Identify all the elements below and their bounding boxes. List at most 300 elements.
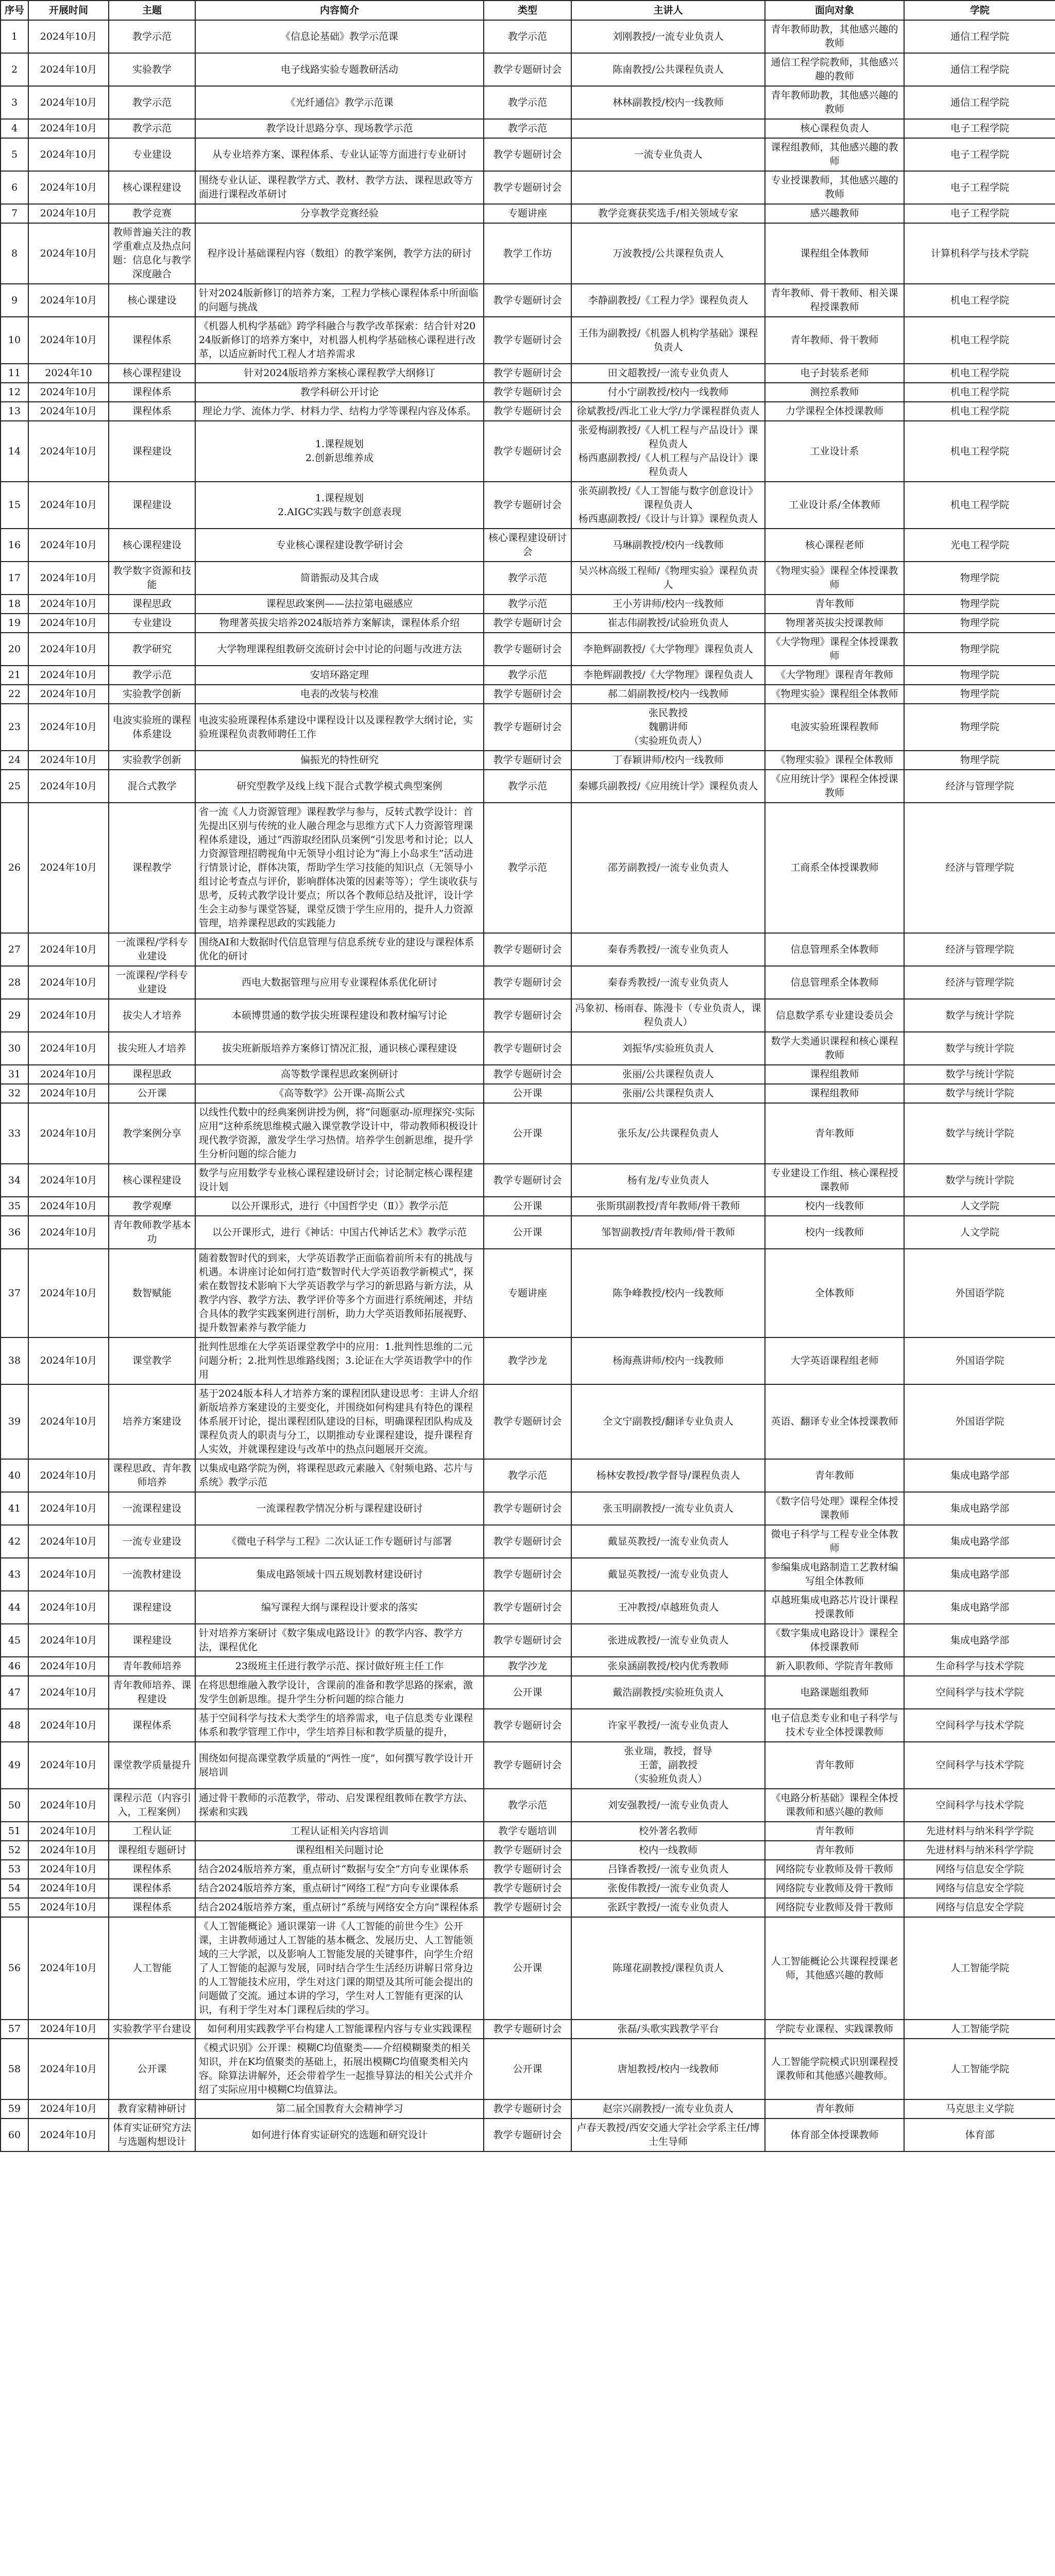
cell-topic: 工程认证 bbox=[109, 1822, 195, 1841]
cell-college: 经济与管理学院 bbox=[904, 770, 1055, 803]
cell-speaker: 张爱梅副教授/《人机工程与产品设计》课程负责人 杨西惠副教授/《人机工程与产品设计》课程负责人 bbox=[571, 421, 765, 482]
cell-college: 光电工程学院 bbox=[904, 529, 1055, 562]
cell-index: 23 bbox=[1, 704, 28, 751]
cell-date: 2024年10月 bbox=[28, 529, 109, 562]
table-row bbox=[1, 1032, 1055, 1065]
cell-speaker: 张业瑞，教授，督导 王蕾，副教授 （实验班负责人） bbox=[571, 1742, 765, 1789]
cell-college: 机电工程学院 bbox=[904, 284, 1055, 317]
cell-date: 2024年10月 bbox=[28, 1103, 109, 1164]
cell-speaker: 李艳辉副教授/《大学物理》课程负责人 bbox=[571, 666, 765, 685]
table-row bbox=[1, 138, 1055, 171]
cell-speaker: 杨有龙/专业负责人 bbox=[571, 1164, 765, 1197]
cell-topic: 教学数字资源和技能 bbox=[109, 562, 195, 595]
cell-content: 结合2024版培养方案，重点研讨“网络工程”方向专业课体系 bbox=[195, 1879, 484, 1898]
cell-college: 外国语学院 bbox=[904, 1249, 1055, 1337]
cell-college: 外国语学院 bbox=[904, 1384, 1055, 1459]
cell-speaker: 教学竞赛获奖选手/相关领域专家 bbox=[571, 204, 765, 223]
cell-content: 大学物理课程组教研交流研讨会中讨论的问题与改进方法 bbox=[195, 633, 484, 666]
cell-college: 机电工程学院 bbox=[904, 364, 1055, 383]
table-row bbox=[1, 1103, 1055, 1164]
cell-index: 54 bbox=[1, 1879, 28, 1898]
cell-type: 公开课 bbox=[484, 1917, 571, 2020]
cell-date: 2024年10月 bbox=[28, 1657, 109, 1676]
cell-date: 2024年10月 bbox=[28, 999, 109, 1032]
cell-audience: 英语、翻译专业全体授课教师 bbox=[765, 1384, 904, 1459]
cell-topic: 一流课程建设 bbox=[109, 1492, 195, 1525]
cell-type: 教学专题研讨会 bbox=[484, 1164, 571, 1197]
cell-topic: 课程思政 bbox=[109, 1065, 195, 1084]
cell-index: 30 bbox=[1, 1032, 28, 1065]
cell-college: 物理学院 bbox=[904, 595, 1055, 614]
table-row bbox=[1, 614, 1055, 633]
table-header-row bbox=[1, 1, 1055, 20]
cell-topic: 拔尖班人才培养 bbox=[109, 1032, 195, 1065]
cell-audience: 工商系全体授课教师 bbox=[765, 803, 904, 933]
cell-college: 数学与统计学院 bbox=[904, 1032, 1055, 1065]
cell-audience: 物理著英拔尖授课教师 bbox=[765, 614, 904, 633]
table-row bbox=[1, 1709, 1055, 1742]
cell-type: 公开课 bbox=[484, 1676, 571, 1709]
cell-index: 53 bbox=[1, 1860, 28, 1879]
cell-topic: 课程建设 bbox=[109, 1624, 195, 1657]
cell-audience: 网络院专业教师及骨干教师 bbox=[765, 1898, 904, 1917]
cell-speaker: 陈南教授/公共课程负责人 bbox=[571, 53, 765, 86]
cell-type: 教学专题研讨会 bbox=[484, 1384, 571, 1459]
cell-topic: 核心课程建设 bbox=[109, 364, 195, 383]
cell-topic: 一流课程/学科专业建设 bbox=[109, 966, 195, 999]
cell-speaker: 吕锋香教授/一流专业负责人 bbox=[571, 1860, 765, 1879]
cell-audience: 工业设计系 bbox=[765, 421, 904, 482]
table-row bbox=[1, 685, 1055, 704]
cell-type: 教学专题研讨会 bbox=[484, 53, 571, 86]
cell-college: 体育部 bbox=[904, 2119, 1055, 2151]
cell-date: 2024年10月 bbox=[28, 317, 109, 364]
table-row bbox=[1, 1558, 1055, 1591]
table-row bbox=[1, 1065, 1055, 1084]
header-speaker: 主讲人 bbox=[571, 1, 765, 20]
cell-date: 2024年10月 bbox=[28, 421, 109, 482]
cell-speaker: 张英副教授/《人工智能与数字创意设计》课程负责人 杨西惠副教授/《设计与计算》课程负责人 bbox=[571, 482, 765, 529]
table-row bbox=[1, 1525, 1055, 1558]
table-row bbox=[1, 704, 1055, 751]
cell-content: 围绕专业认证、课程教学方式、教材、教学方法、课程思政等方面进行课程改革研讨 bbox=[195, 171, 484, 204]
cell-content: 《模式识别》公开课：模糊C均值聚类——介绍模糊聚类的相关知识，并在K均值聚类的基础上，拓展出模糊C均值聚类相关内容。除算法讲解外，还会带着学生一起推导算法的相关公式并介绍了实际应用中模糊C均值算法。 bbox=[195, 2039, 484, 2099]
cell-speaker: 陈争峰教授/校内一线教师 bbox=[571, 1249, 765, 1337]
table-row bbox=[1, 1676, 1055, 1709]
cell-content: 以集成电路学院为例，将课程思政元素融入《射频电路、芯片与系统》教学示范 bbox=[195, 1459, 484, 1492]
cell-content: 《信息论基础》教学示范课 bbox=[195, 20, 484, 53]
cell-type: 公开课 bbox=[484, 1197, 571, 1216]
table-row bbox=[1, 119, 1055, 138]
cell-speaker: 张乐友/公共课程负责人 bbox=[571, 1103, 765, 1164]
cell-college: 物理学院 bbox=[904, 704, 1055, 751]
cell-content: 课程组相关问题讨论 bbox=[195, 1841, 484, 1860]
cell-topic: 课程组专题研讨 bbox=[109, 1841, 195, 1860]
cell-index: 4 bbox=[1, 119, 28, 138]
cell-college: 人工智能学院 bbox=[904, 1917, 1055, 2020]
cell-audience: 网络院专业教师及骨干教师 bbox=[765, 1879, 904, 1898]
cell-type: 公开课 bbox=[484, 1084, 571, 1103]
cell-index: 32 bbox=[1, 1084, 28, 1103]
cell-date: 2024年10月 bbox=[28, 1624, 109, 1657]
cell-date: 2024年10 bbox=[28, 364, 109, 383]
cell-topic: 教学研究 bbox=[109, 633, 195, 666]
table-row bbox=[1, 1822, 1055, 1841]
cell-speaker: 丁春颖讲师/校内一线教师 bbox=[571, 751, 765, 770]
table-row bbox=[1, 933, 1055, 966]
cell-speaker: 戴浩副教授/实验班负责人 bbox=[571, 1676, 765, 1709]
cell-topic: 教学示范 bbox=[109, 119, 195, 138]
cell-date: 2024年10月 bbox=[28, 562, 109, 595]
cell-topic: 教学示范 bbox=[109, 666, 195, 685]
table-row bbox=[1, 53, 1055, 86]
cell-type: 教学专题研讨会 bbox=[484, 171, 571, 204]
cell-college: 电子工程学院 bbox=[904, 138, 1055, 171]
cell-type: 教学示范 bbox=[484, 770, 571, 803]
table-row bbox=[1, 529, 1055, 562]
table-row bbox=[1, 633, 1055, 666]
cell-audience: 卓越班集成电路芯片设计课程授课教师 bbox=[765, 1591, 904, 1624]
cell-topic: 混合式教学 bbox=[109, 770, 195, 803]
cell-topic: 核心课程建设 bbox=[109, 171, 195, 204]
cell-date: 2024年10月 bbox=[28, 685, 109, 704]
cell-audience: 电子信息类专业和电子科学与技术专业全体授课教师 bbox=[765, 1709, 904, 1742]
cell-date: 2024年10月 bbox=[28, 119, 109, 138]
cell-speaker: 张泉涵副教授/校内优秀教师 bbox=[571, 1657, 765, 1676]
cell-topic: 教学竞赛 bbox=[109, 204, 195, 223]
cell-content: 物理著英拔尖培养2024版培养方案解读，课程体系介绍 bbox=[195, 614, 484, 633]
cell-type: 教学专题研讨会 bbox=[484, 1558, 571, 1591]
cell-college: 空间科学与技术学院 bbox=[904, 1789, 1055, 1822]
cell-index: 24 bbox=[1, 751, 28, 770]
cell-topic: 教学示范 bbox=[109, 86, 195, 119]
cell-speaker: 赵宗兴副教授/一流专业负责人 bbox=[571, 2099, 765, 2119]
cell-topic: 教育家精神研讨 bbox=[109, 2099, 195, 2119]
cell-content: 1.课程规划 2.AIGC实践与数字创意表现 bbox=[195, 482, 484, 529]
cell-college: 电子工程学院 bbox=[904, 204, 1055, 223]
cell-topic: 课程体系 bbox=[109, 383, 195, 402]
cell-topic: 核心课建设 bbox=[109, 284, 195, 317]
cell-speaker: 刘刚教授/一流专业负责人 bbox=[571, 20, 765, 53]
table-row bbox=[1, 1742, 1055, 1789]
cell-content: 西电大数据管理与应用专业课程体系优化研讨 bbox=[195, 966, 484, 999]
cell-type: 教学专题研讨会 bbox=[484, 1879, 571, 1898]
cell-index: 8 bbox=[1, 223, 28, 284]
cell-college: 人工智能学院 bbox=[904, 2020, 1055, 2039]
table-row bbox=[1, 1164, 1055, 1197]
cell-audience: 《应用统计学》课程全体授课教师 bbox=[765, 770, 904, 803]
cell-speaker: 戴显英教授/一流专业负责人 bbox=[571, 1525, 765, 1558]
cell-audience: 全体教师 bbox=[765, 1249, 904, 1337]
cell-college: 电子工程学院 bbox=[904, 171, 1055, 204]
cell-topic: 课程教学 bbox=[109, 803, 195, 933]
cell-date: 2024年10月 bbox=[28, 1917, 109, 2020]
cell-content: 本硕博贯通的数学拔尖班课程建设和教材编写讨论 bbox=[195, 999, 484, 1032]
cell-topic: 教学案例分享 bbox=[109, 1103, 195, 1164]
cell-date: 2024年10月 bbox=[28, 2119, 109, 2151]
cell-topic: 实验教学平台建设 bbox=[109, 2020, 195, 2039]
cell-type: 教学专题研讨会 bbox=[484, 704, 571, 751]
cell-content: 结合2024版培养方案，重点研讨“系统与网络安全方向”课程体系 bbox=[195, 1898, 484, 1917]
cell-index: 2 bbox=[1, 53, 28, 86]
cell-college: 人文学院 bbox=[904, 1197, 1055, 1216]
cell-date: 2024年10月 bbox=[28, 1525, 109, 1558]
cell-date: 2024年10月 bbox=[28, 704, 109, 751]
cell-content: 《光纤通信》教学示范课 bbox=[195, 86, 484, 119]
cell-date: 2024年10月 bbox=[28, 171, 109, 204]
table-row bbox=[1, 171, 1055, 204]
cell-topic: 教学观摩 bbox=[109, 1197, 195, 1216]
cell-content: 基于空间科学与技术大类学生的培养需求，电子信息类专业课程体系和教学管理工作中，学生培养目标和教学质量的提升， bbox=[195, 1709, 484, 1742]
cell-type: 教学专题研讨会 bbox=[484, 2099, 571, 2119]
cell-index: 44 bbox=[1, 1591, 28, 1624]
cell-audience: 青年教师 bbox=[765, 2099, 904, 2119]
table-row bbox=[1, 364, 1055, 383]
cell-college: 机电工程学院 bbox=[904, 421, 1055, 482]
table-row bbox=[1, 421, 1055, 482]
cell-speaker: 王小芳讲师/校内一线教师 bbox=[571, 595, 765, 614]
cell-type: 教学专题研讨会 bbox=[484, 1032, 571, 1065]
cell-type: 教学专题研讨会 bbox=[484, 1492, 571, 1525]
table-row bbox=[1, 86, 1055, 119]
cell-audience: 青年教师 bbox=[765, 595, 904, 614]
table-row bbox=[1, 1492, 1055, 1525]
cell-content: 工程认证相关内容培训 bbox=[195, 1822, 484, 1841]
cell-college: 人文学院 bbox=[904, 1216, 1055, 1249]
cell-audience: 感兴趣教师 bbox=[765, 204, 904, 223]
cell-audience: 《物理实验》课程全体教师 bbox=[765, 751, 904, 770]
table-row bbox=[1, 562, 1055, 595]
cell-speaker: 张丽/公共课程负责人 bbox=[571, 1065, 765, 1084]
cell-audience: 青年教师 bbox=[765, 1742, 904, 1789]
cell-type: 公开课 bbox=[484, 2039, 571, 2099]
cell-date: 2024年10月 bbox=[28, 666, 109, 685]
cell-college: 数学与统计学院 bbox=[904, 1164, 1055, 1197]
cell-content: 随着数智时代的到来，大学英语教学正面临着前所未有的挑战与机遇。本讲座讨论如何打造“数智时代大学英语教学新模式”，探索在数智技术影响下大学英语教学与学习的新思路与新方法，从教学内容、教学方法、教学评价等多个方面进行系统阐述，并结合具体的教学实践案例进行剖析，助力大学英语教师拓展视野、提升数智素养与教学能力 bbox=[195, 1249, 484, 1337]
cell-college: 通信工程学院 bbox=[904, 53, 1055, 86]
cell-speaker: 马琳副教授/校内一线教师 bbox=[571, 529, 765, 562]
cell-college: 物理学院 bbox=[904, 614, 1055, 633]
cell-speaker: 张进成教授/一流专业负责人 bbox=[571, 1624, 765, 1657]
cell-date: 2024年10月 bbox=[28, 482, 109, 529]
cell-content: 高等数学课程思政案例研讨 bbox=[195, 1065, 484, 1084]
cell-college: 生命科学与技术学院 bbox=[904, 1657, 1055, 1676]
cell-speaker: 秦娜兵副教授/《应用统计学》课程负责人 bbox=[571, 770, 765, 803]
cell-speaker: 张斯琪副教授/青年教师/骨干教师 bbox=[571, 1197, 765, 1216]
cell-date: 2024年10月 bbox=[28, 223, 109, 284]
cell-type: 教学专题研讨会 bbox=[484, 421, 571, 482]
cell-index: 7 bbox=[1, 204, 28, 223]
cell-type: 教学沙龙 bbox=[484, 1337, 571, 1384]
cell-index: 56 bbox=[1, 1917, 28, 2020]
cell-content: 电子线路实验专题教研活动 bbox=[195, 53, 484, 86]
cell-college: 物理学院 bbox=[904, 685, 1055, 704]
cell-speaker: 李静副教授/《工程力学》课程负责人 bbox=[571, 284, 765, 317]
table-body bbox=[1, 20, 1055, 2151]
cell-speaker: 杨林安教授/教学督导/课程负责人 bbox=[571, 1459, 765, 1492]
cell-type: 教学专题研讨会 bbox=[484, 1065, 571, 1084]
cell-speaker: 邵芳副教授/一流专业负责人 bbox=[571, 803, 765, 933]
cell-date: 2024年10月 bbox=[28, 1384, 109, 1459]
cell-content: 安培环路定理 bbox=[195, 666, 484, 685]
cell-type: 教学专题研讨会 bbox=[484, 402, 571, 421]
cell-audience: 核心课程负责人 bbox=[765, 119, 904, 138]
cell-content: 理论力学、流体力学、材料力学、结构力学等课程内容及体系。 bbox=[195, 402, 484, 421]
cell-audience: 信息管理系全体教师 bbox=[765, 966, 904, 999]
cell-index: 55 bbox=[1, 1898, 28, 1917]
cell-date: 2024年10月 bbox=[28, 1084, 109, 1103]
cell-date: 2024年10月 bbox=[28, 1216, 109, 1249]
cell-type: 教学沙龙 bbox=[484, 1657, 571, 1676]
cell-type: 教学专题研讨会 bbox=[484, 2020, 571, 2039]
cell-content: 研究型教学及线上线下混合式教学模式典型案例 bbox=[195, 770, 484, 803]
cell-index: 58 bbox=[1, 2039, 28, 2099]
cell-speaker: 卢春天教授/西安交通大学社会学系主任/博士生导师 bbox=[571, 2119, 765, 2151]
cell-topic: 课程体系 bbox=[109, 1898, 195, 1917]
cell-topic: 课程体系 bbox=[109, 1709, 195, 1742]
cell-college: 电子工程学院 bbox=[904, 119, 1055, 138]
cell-content: 通过骨干教师的示范教学，带动、启发课程组教师在教学方法、探索和实践 bbox=[195, 1789, 484, 1822]
cell-content: 以公开课形式，进行《中国哲学史（Ⅱ）》教学示范 bbox=[195, 1197, 484, 1216]
cell-date: 2024年10月 bbox=[28, 966, 109, 999]
cell-speaker: 张民教授 魏鹏讲师 （实验班负责人） bbox=[571, 704, 765, 751]
cell-topic: 培养方案建设 bbox=[109, 1384, 195, 1459]
cell-date: 2024年10月 bbox=[28, 1742, 109, 1789]
cell-content: 省一流《人力资源管理》课程教学与参与，反转式教学设计：首先提出区别与传统的业人融合理念与思维方式下人力资源管理课程体系建设，通过“西游取经团队员案例”引发思考和讨论；以人力资源管理招聘视角中无领导小组讨论为“海上小岛求生”活动进行情景讨论，群体决策，帮助学生学习技能的知识点（无领导小组讨论考查点与评价，影响群体决策的因素等等）；学生谈收获与思考，反转式教学设计要点；所以各个教师总结及批评，设计学生会主动参与课堂答疑，课堂反馈于学生应用的，提升人力资源管理，培养课程思政的实践能力 bbox=[195, 803, 484, 933]
cell-date: 2024年10月 bbox=[28, 633, 109, 666]
cell-topic: 课程思政 bbox=[109, 595, 195, 614]
cell-topic: 课程体系 bbox=[109, 317, 195, 364]
cell-content: 简谐振动及其合成 bbox=[195, 562, 484, 595]
table-row bbox=[1, 20, 1055, 53]
cell-audience: 《数字信号处理》课程全体授课教师 bbox=[765, 1492, 904, 1525]
cell-speaker: 刘振华/实验班负责人 bbox=[571, 1032, 765, 1065]
cell-college: 先进材料与纳米科学学院 bbox=[904, 1822, 1055, 1841]
table-row bbox=[1, 803, 1055, 933]
table-row bbox=[1, 1789, 1055, 1822]
cell-audience: 课程组教师，其他感兴趣的教师 bbox=[765, 138, 904, 171]
cell-index: 29 bbox=[1, 999, 28, 1032]
table-row bbox=[1, 966, 1055, 999]
cell-date: 2024年10月 bbox=[28, 86, 109, 119]
cell-content: 程序设计基础课程内容（数组）的教学案例，教学方法的研讨 bbox=[195, 223, 484, 284]
cell-date: 2024年10月 bbox=[28, 2039, 109, 2099]
cell-audience: 电路课题组教师 bbox=[765, 1676, 904, 1709]
table-row bbox=[1, 1084, 1055, 1103]
cell-content: 电表的改装与校准 bbox=[195, 685, 484, 704]
cell-type: 教学专题研讨会 bbox=[484, 1860, 571, 1879]
cell-date: 2024年10月 bbox=[28, 595, 109, 614]
cell-audience: 课程组全体教师 bbox=[765, 223, 904, 284]
cell-date: 2024年10月 bbox=[28, 803, 109, 933]
cell-topic: 实验教学 bbox=[109, 53, 195, 86]
cell-audience: 电子封装系老师 bbox=[765, 364, 904, 383]
cell-index: 43 bbox=[1, 1558, 28, 1591]
cell-content: 专业核心课程建设教学研讨会 bbox=[195, 529, 484, 562]
cell-date: 2024年10月 bbox=[28, 138, 109, 171]
cell-content: 从专业培养方案、课程体系、专业认证等方面进行专业研讨 bbox=[195, 138, 484, 171]
cell-content: 教学科研公开讨论 bbox=[195, 383, 484, 402]
cell-college: 经济与管理学院 bbox=[904, 966, 1055, 999]
cell-type: 教学示范 bbox=[484, 666, 571, 685]
cell-index: 45 bbox=[1, 1624, 28, 1657]
cell-topic: 课程体系 bbox=[109, 402, 195, 421]
cell-college: 空间科学与技术学院 bbox=[904, 1709, 1055, 1742]
cell-audience: 电波实验班课程教师 bbox=[765, 704, 904, 751]
table-row bbox=[1, 2119, 1055, 2151]
cell-type: 教学专题研讨会 bbox=[484, 383, 571, 402]
cell-content: 电波实验班课程体系建设中课程设计以及课程教学大纲讨论，实验班课程负责教师聘任工作 bbox=[195, 704, 484, 751]
cell-speaker: 付小宁副教授/校内一线教师 bbox=[571, 383, 765, 402]
cell-speaker: 一流专业负责人 bbox=[571, 138, 765, 171]
cell-audience: 《数字集成电路设计》课程全体授课教师 bbox=[765, 1624, 904, 1657]
cell-topic: 专业建设 bbox=[109, 138, 195, 171]
cell-index: 60 bbox=[1, 2119, 28, 2151]
cell-type: 教学专题研讨会 bbox=[484, 751, 571, 770]
cell-content: 第二届全国教育大会精神学习 bbox=[195, 2099, 484, 2119]
table-row bbox=[1, 204, 1055, 223]
cell-date: 2024年10月 bbox=[28, 751, 109, 770]
cell-college: 集成电路学部 bbox=[904, 1459, 1055, 1492]
cell-date: 2024年10月 bbox=[28, 2020, 109, 2039]
cell-audience: 青年教师、骨干教师 bbox=[765, 317, 904, 364]
cell-index: 51 bbox=[1, 1822, 28, 1841]
cell-date: 2024年10月 bbox=[28, 1032, 109, 1065]
cell-audience: 数学大类通识课程和核心课程教师 bbox=[765, 1032, 904, 1065]
cell-audience: 《大学物理》课程全体授课教师 bbox=[765, 633, 904, 666]
cell-content: 编写课程大纲与课程设计要求的落实 bbox=[195, 1591, 484, 1624]
cell-audience: 参编集成电路制造工艺教材编写组全体教师 bbox=[765, 1558, 904, 1591]
cell-index: 22 bbox=[1, 685, 28, 704]
cell-audience: 专业建设工作组、核心课程授课教师 bbox=[765, 1164, 904, 1197]
cell-speaker: 许家平教授/一流专业负责人 bbox=[571, 1709, 765, 1742]
cell-content: 基于2024版本科人才培养方案的课程团队建设思考：主讲人介绍新版培养方案建设的主要变化，并围绕如何构建具有特色的课程体系展开讨论，提出课程团队建设的目标，明确课程团队构成及课程负责人的职责与分工，以期推动专业课程建设，提升课程育人实效，并就课程建设与改革中的热点问题展开交流。 bbox=[195, 1384, 484, 1459]
cell-type: 专题讲座 bbox=[484, 204, 571, 223]
cell-college: 经济与管理学院 bbox=[904, 933, 1055, 966]
cell-date: 2024年10月 bbox=[28, 204, 109, 223]
cell-audience: 青年教师 bbox=[765, 1822, 904, 1841]
cell-type: 教学专题研讨会 bbox=[484, 1742, 571, 1789]
cell-content: 《微电子科学与工程》二次认证工作专题研讨与部署 bbox=[195, 1525, 484, 1558]
cell-college: 机电工程学院 bbox=[904, 482, 1055, 529]
table-row bbox=[1, 1384, 1055, 1459]
cell-audience: 校内一线教师 bbox=[765, 1216, 904, 1249]
cell-index: 3 bbox=[1, 86, 28, 119]
cell-audience: 青年教师助教，其他感兴趣的教师 bbox=[765, 20, 904, 53]
table-row bbox=[1, 595, 1055, 614]
cell-audience: 《物理实验》课程组全体教师 bbox=[765, 685, 904, 704]
table-row bbox=[1, 284, 1055, 317]
cell-type: 公开课 bbox=[484, 1103, 571, 1164]
cell-content: 以线性代数中的经典案例讲授为例，将“问题驱动-原理探究-实际应用”这种系统思维模式融入课堂教学设计中，带动教师积极设计现代教学资源，激发学生学习热情。培养学生创新思维，提升学生分析问题的综合能力 bbox=[195, 1103, 484, 1164]
cell-index: 13 bbox=[1, 402, 28, 421]
cell-audience: 测控系教师 bbox=[765, 383, 904, 402]
cell-audience: 人工智能学院模式识别课程授课教师和其他感兴趣教师。 bbox=[765, 2039, 904, 2099]
cell-topic: 课程体系 bbox=[109, 1860, 195, 1879]
cell-topic: 课程体系 bbox=[109, 1879, 195, 1898]
cell-speaker bbox=[571, 171, 765, 204]
header-audience: 面向对象 bbox=[765, 1, 904, 20]
cell-type: 教学示范 bbox=[484, 803, 571, 933]
cell-date: 2024年10月 bbox=[28, 614, 109, 633]
cell-type: 教学工作坊 bbox=[484, 223, 571, 284]
cell-index: 33 bbox=[1, 1103, 28, 1164]
cell-speaker: 全文宁副教授/翻译专业负责人 bbox=[571, 1384, 765, 1459]
table-row bbox=[1, 1657, 1055, 1676]
cell-content: 结合2024版培养方案，重点研讨“数据与安全”方向专业课体系 bbox=[195, 1860, 484, 1879]
table-row bbox=[1, 1216, 1055, 1249]
cell-speaker: 陈瑾花副教授/课程负责人 bbox=[571, 1917, 765, 2020]
